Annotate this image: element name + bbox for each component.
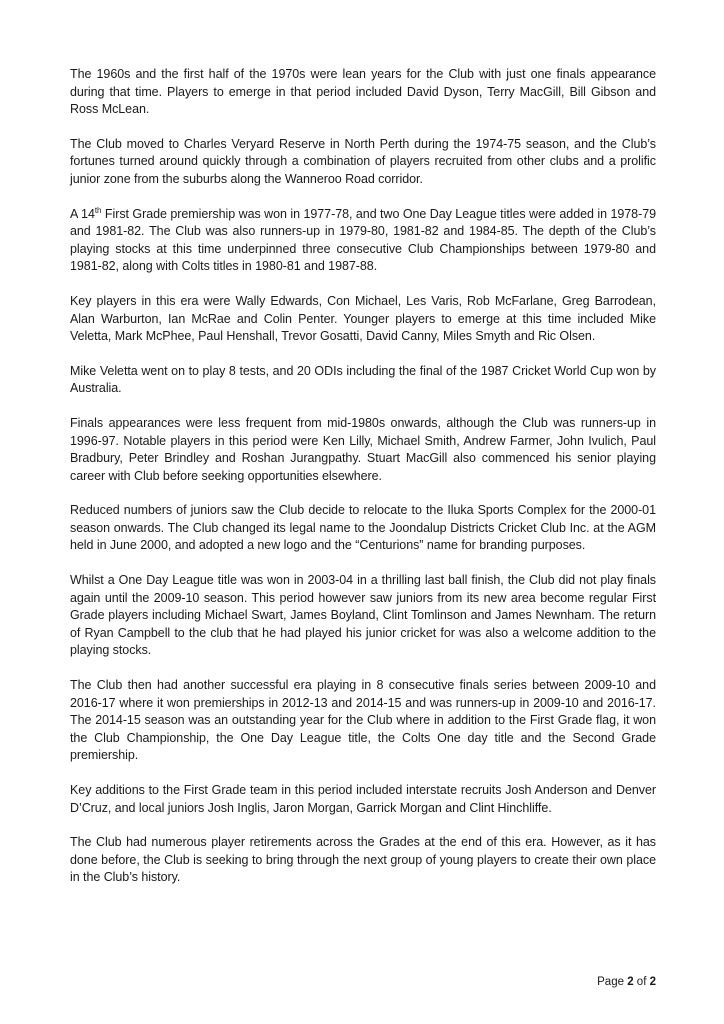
paragraph-finals-appearances: Finals appearances were less frequent from mid-1980s onwards, although the Club was runners-up in 1996-97. Notable players in this period were Ken Lilly, Michael Smith, Andrew Farmer, John Ivulich, Paul Bradbury, Peter Brindley and Roshan Jurangpathy. Stuart MacGill also commenced his senior playing career with Club before seeking opportunities elsewhere.: [70, 415, 656, 483]
paragraph-one-day-title: Whilst a One Day League title was won in 2003-04 in a thrilling last ball finish, the Club did not play finals again until the 2009-10 season. This period however saw juniors from its new area become regular First Grade players including Michael Swart, James Boyland, Clint Tomlinson and James Newnham. The return of Ryan Campbell to the club that he had played his junior cricket for was also a welcome addition to the playing stocks.: [70, 573, 656, 658]
para-prefix: A 14: [70, 206, 95, 221]
paragraph-successful-era: The Club then had another successful era playing in 8 consecutive finals series between 2009-10 and 2016-17 where it won premierships in 2012-13 and 2014-15 and was runners-up in 2009-10 and 2016-17. The 2014-15 season was an outstanding year for the Club where in addition to the First Grade flag, it won the Club Championship, the One Day League title, the Colts One day title and the Second Grade premiership.: [70, 678, 656, 763]
total-pages: 2: [649, 976, 656, 988]
paragraph-relocation: Reduced numbers of juniors saw the Club decide to relocate to the Iluka Sports Complex for the 2000-01 season onwards. The Club changed its legal name to the Joondalup Districts Cricket Club Inc. at the AGM held in June 2000, and adopted a new logo and the “Centurions” name for branding purposes.: [70, 503, 656, 553]
paragraph-veletta: Mike Veletta went on to play 8 tests, and 20 ODIs including the final of the 1987 Cricket World Cup won by Australia.: [70, 363, 656, 396]
paragraph-retirements: The Club had numerous player retirements across the Grades at the end of this era. However, as it has done before, the Club is seeking to bring through the next group of young players to create their own place in the Club’s history.: [70, 835, 656, 885]
current-page: 2: [627, 976, 634, 988]
page-label: Page: [597, 976, 624, 988]
document-body: [70, 66, 656, 904]
paragraph-key-players: Key players in this era were Wally Edwards, Con Michael, Les Varis, Rob McFarlane, Greg Barrodean, Alan Warburton, Ian McRae and Colin Penter. Younger players to emerge at this time included Mike Veletta, Mark McPhee, Paul Henshall, Trevor Gosatti, David Canny, Miles Smyth and Ric Olsen.: [70, 293, 656, 344]
ordinal-superscript: th: [94, 205, 102, 215]
paragraph-14th-premiership: [70, 206, 656, 276]
paragraph-key-additions: Key additions to the First Grade team in this period included interstate recruits Josh Anderson and Denver D’Cruz, and local juniors Josh Inglis, Jaron Morgan, Garrick Morgan and Clint Hinchliffe.: [70, 783, 656, 815]
paragraph-veryard-reserve: The Club moved to Charles Veryard Reserve in North Perth during the 1974-75 season, and the Club’s fortunes turned around quickly through a combination of players recruited from other clubs and a prolific junior zone from the suburbs along the Wanneroo Road corridor.: [70, 136, 656, 186]
page-number: [597, 976, 656, 988]
of-label: of: [636, 976, 647, 988]
paragraph-1960s: The 1960s and the first half of the 1970s were lean years for the Club with just one finals appearance during that time. Players to emerge in that period included David Dyson, Terry MacGill, Bill Gibson and Ross McLean.: [70, 67, 656, 117]
para-rest: First Grade premiership was won in 1977-78, and two One Day League titles were added in 1978-79 and 1981-82. The Club was also runners-up in 1979-80, 1981-82 and 1984-85. The depth of the Club’s playing stocks at this time underpinned three consecutive Club Championships between 1979-80 and 1981-82, along with Colts titles in 1980-81 and 1987-88.: [70, 206, 656, 274]
